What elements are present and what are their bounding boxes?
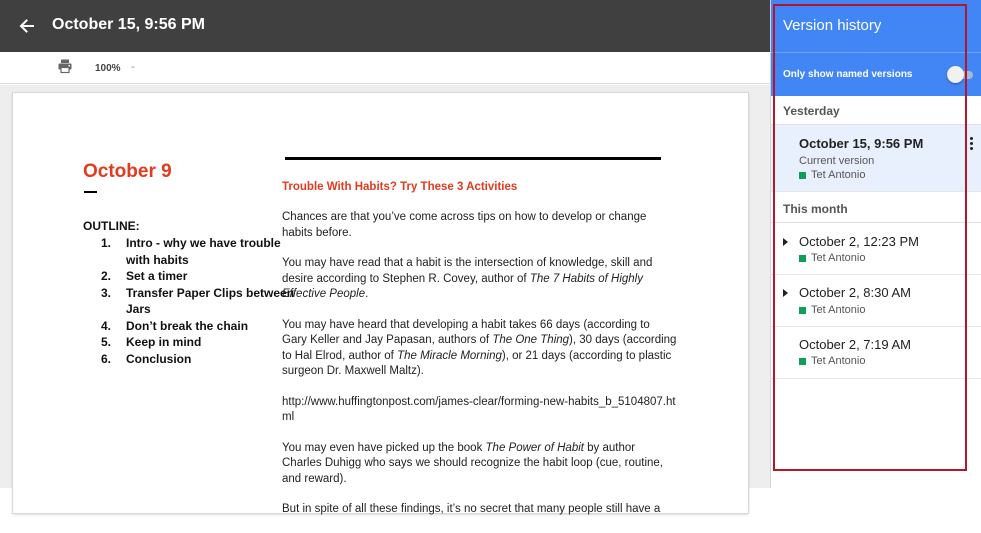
version-time: October 2, 12:23 PM [799,234,919,249]
paragraph-text: by author Charles Duhigg who says we should recognize the habit loop (cue, routine, and reward). [282,441,663,485]
zoom-dropdown-caret[interactable]: - [131,61,135,73]
outline-item [101,351,301,368]
version-time: October 15, 9:56 PM [799,136,924,151]
expand-arrow-icon[interactable] [783,289,788,297]
outline-item [101,268,301,285]
version-history-panel [770,0,980,488]
outline-number: 1. [101,236,112,250]
heading-divider [84,191,97,193]
paragraph [282,210,677,241]
author-color-swatch [799,255,806,262]
author-name: Tet Antonio [811,304,866,316]
outline-text: Intro - why we have trouble with habits [126,236,281,267]
paragraph-text: You may have heard that developing a habit takes 66 days (according to Gary Keller and Jay Papasan, authors of [282,318,650,346]
version-author [799,169,865,181]
author-name: Tet Antonio [811,169,866,181]
version-item[interactable] [771,223,981,275]
book-title: The Power of Habit [485,441,584,454]
book-title: The One Thing [492,334,570,346]
version-history-title: Version history [783,17,882,34]
paragraph [282,256,677,303]
article-body [282,210,677,533]
version-author [799,252,865,264]
author-color-swatch [799,172,806,179]
paragraph-text: You may even have picked up the book [282,441,486,454]
toolbar [0,52,770,84]
paragraph-text: . [365,288,369,300]
outline-number: 6. [101,351,112,366]
version-item[interactable] [771,275,981,327]
version-title: October 15, 9:56 PM [52,16,205,33]
paragraph [282,502,677,518]
outline-number: 3. [101,285,112,300]
toggle-knob [947,66,964,83]
section-this-month: This month [783,202,848,216]
version-time: October 2, 8:30 AM [799,285,912,300]
author-color-swatch [799,358,806,365]
outline-item [101,285,301,318]
outline-list [101,235,301,367]
named-versions-label: Only show named versions [783,69,913,80]
version-author [799,355,865,367]
outline-label: OUTLINE: [83,219,140,233]
paragraph [282,318,677,380]
paragraph-text: But in spite of all these findings, it’s no secret that many people still have a [282,503,661,515]
version-history-header [771,0,981,52]
book-title: The 7 Habits of Highly Effective People [282,272,643,300]
named-versions-toggle[interactable] [947,66,973,84]
url-text: http://www.huffingtonpost.com/james-clear/forming-new-habits_b_5104807.html [282,395,676,423]
outline-text: Conclusion [126,351,192,366]
current-version-label: Current version [799,155,875,167]
outline-item [101,318,301,335]
outline-item [101,334,301,351]
outline-number: 4. [101,318,112,333]
outline-text: Transfer Paper Clips between Jars [126,285,295,316]
document-page [13,93,748,513]
paragraph-text: ), or 21 days (according to plastic surgeon Dr. Maxwell Maltz). [282,349,672,377]
named-versions-filter [771,52,981,96]
document-heading: October 9 [83,161,172,182]
version-item[interactable] [771,327,981,379]
author-name: Tet Antonio [811,355,866,367]
outline-text: Keep in mind [126,335,202,349]
article-title: Trouble With Habits? Try These 3 Activities [282,181,518,193]
version-item[interactable] [771,125,981,192]
paragraph-text: ), 30 days (according to Hal Elrod, author of [282,334,677,362]
outline-number: 5. [101,335,112,349]
paragraph [282,395,677,426]
author-color-swatch [799,307,806,314]
expand-arrow-icon[interactable] [783,238,788,246]
paragraph-text: Chances are that you’ve come across tips on how to develop or change habits before. [282,211,647,239]
outline-number: 2. [101,269,112,283]
top-header [0,0,770,52]
outline-text: Set a timer [126,269,188,283]
outline-text: Don’t break the chain [126,318,249,333]
author-name: Tet Antonio [811,252,866,264]
outline-item [101,235,301,268]
print-icon[interactable] [57,58,75,76]
section-yesterday: Yesterday [783,104,840,118]
version-time: October 2, 7:19 AM [799,337,912,352]
more-options-icon[interactable] [967,137,975,157]
column-rule [285,157,661,160]
paragraph [282,441,677,488]
zoom-select[interactable]: 100% [95,63,121,74]
document-canvas[interactable] [0,85,770,515]
book-title: The Miracle Morning [397,349,502,362]
version-author [799,304,865,316]
back-arrow-icon[interactable] [10,11,42,41]
paragraph-text: You may have read that a habit is the intersection of knowledge, skill and desire according to Stephen R. Covey, author of [282,257,653,285]
